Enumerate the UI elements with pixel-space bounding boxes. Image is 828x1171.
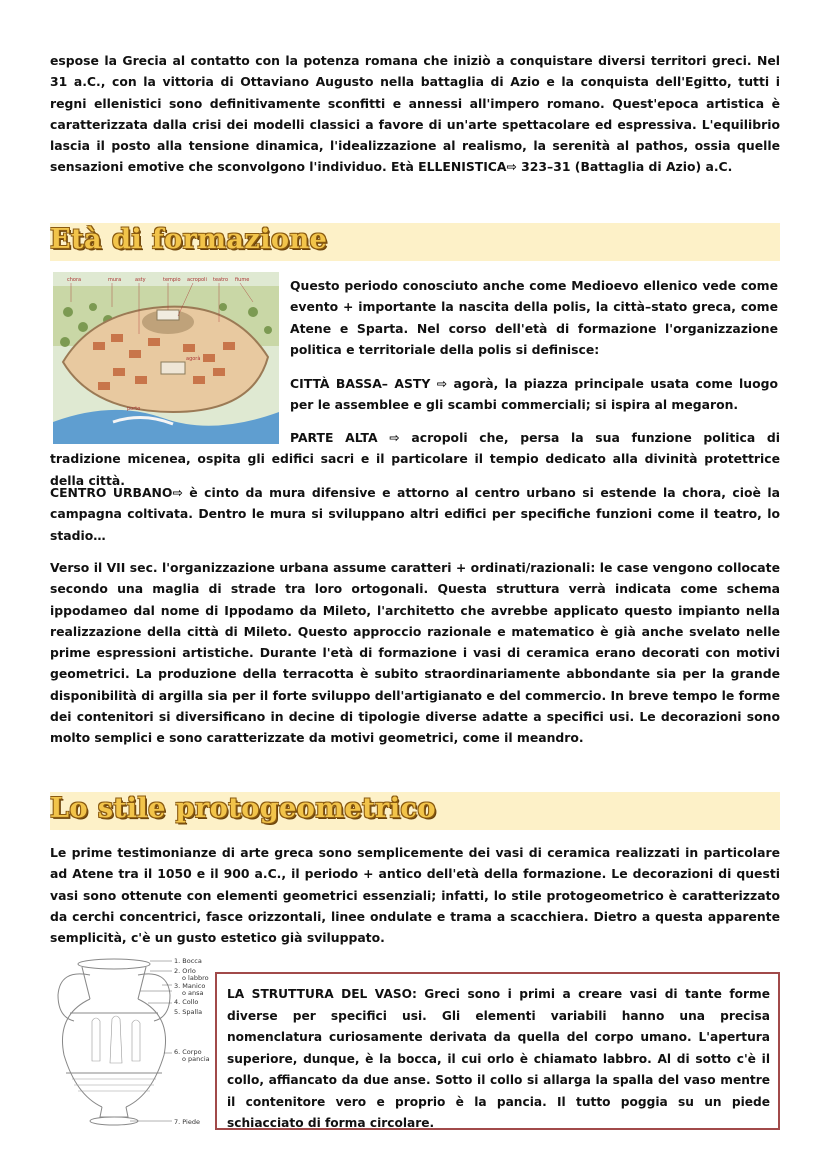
greek-city-illustration [53,272,279,444]
section-heading-band [50,223,780,261]
vase-label-manico: 3. Manico [174,982,206,990]
section-title-protogeometrico: Lo stile protogeometrico [50,793,436,824]
city-label-asty: asty [135,277,146,283]
formazione-paragraph-acropoli: PARTE ALTA ⇨ acropoli che, persa la sua funzione politica di tradizione micenea, ospita gli edifici sacri e il particolare il tempio dedicato alla divinità protettrice della città. [50,430,780,488]
city-label-agora: agorà [186,356,201,362]
vase-label-pancia: o pancia [182,1055,210,1063]
formazione-paragraph-ippodameo: Verso il VII sec. l'organizzazione urbana assume caratteri + ordinati/razionali: le case vengono collocate secondo una maglia di strade tra loro ortogonali. Questa struttura verrà indicata come schema ippodameo dal nome di Ippodamo da Mileto, l'architetto che avrebbe applicato questo impianto nella realizzazione della città di Mileto. Questo approccio razionale e matematico è già anche svelato nelle prime espressioni artistiche. Durante l'età di formazione i vasi di ceramica erano decorati con motivi geometrici. La produzione della terracotta è subito straordinariamente abbondante sia per la grande disponibilità di argilla sia per il forte sviluppo dell'artigianato e del commercio. In breve tempo le forme dei contenitori si diversificano in decine di tipologie diverse adatte a specifici usi. Le decorazioni sono molto semplici e sono caratterizzate da motivi geometrici, come il meandro. [50,560,780,746]
formazione-paragraph-1: Questo periodo conosciuto anche come Medioevo ellenico vede come evento + importante la nascita della polis, la città–stato greca, come Atene e Sparta. Nel corso dell'età di formazione l'organizzazione politica e territoriale della polis si definisce: [290,278,778,357]
vase-structure-box [215,972,780,1130]
city-label-fiume: fiume [235,277,250,283]
vase-label-piede: 7. Piede [174,1118,200,1126]
vase-structure-text: LA STRUTTURA DEL VASO: Greci sono i primi a creare vasi di tante forme diverse per specifici usi. Gli elementi variabili hanno una precisa nomenclatura curiosamente derivata da quella del corpo umano. L'apertura superiore, dunque, è la bocca, il cui orlo è chiamato labbro. Al di sotto c'è il collo, affiancato da due anse. Sotto il collo si allarga la spalla del vaso mentre il contenitore vero e proprio è la pancia. Il tutto poggia su un piede schiacciato di forma circolare. [227,987,770,1130]
intro-paragraph: espose la Grecia al contatto con la potenza romana che iniziò a conquistare diversi territori greci. Nel 31 a.C., con la vittoria di Ottaviano Augusto nella battaglia di Azio e la conquista dell'Egitto, tutti i regni ellenistici sono definitivamente sconfitti e annessi all'impero romano. Quest'epoca artistica è caratterizzata dalla crisi dei modelli classici a favore di un'arte spettacolare ed espressiva. L'equilibrio lascia il posto alla tensione dinamica, l'idealizzazione al realismo, la serenità al pathos, ossia quelle sensazioni emotive che sconvolgono l'individuo. Età ELLENISTICA⇨ 323–31 (Battaglia di Azio) a.C. [50,53,780,175]
city-label-tempio: tempio [163,277,181,283]
vase-label-collo: 4. Collo [174,998,199,1006]
city-label-chora: chora [67,277,82,283]
formazione-paragraph-asty: CITTÀ BASSA– ASTY ⇨ agorà, la piazza principale usata come luogo per le assemblee e gli scambi commerciali; si ispira al megaron. [290,376,778,413]
section-title-formazione: Età di formazione [50,224,328,255]
protogeometrico-paragraph: Le prime testimonianze di arte greca sono semplicemente dei vasi di ceramica realizzati in particolare ad Atene tra il 1050 e il 900 a.C., il periodo + antico dell'età della formazione. Le decorazioni di questi vasi sono ottenute con elementi geometrici essenziali; infatti, lo stile protogeometrico è caratterizzato da cerchi concentrici, fasce orizzontali, linee ondulate e trama a scacchiera. Dietro a questa apparente semplicità, c'è un gusto estetico già sviluppato. [50,845,780,946]
vase-label-corpo: 6. Corpo [174,1048,202,1056]
section-heading-band [50,792,780,830]
city-label-acropoli: acropoli [187,277,207,283]
city-label-porto: porto [127,406,141,412]
formazione-paragraph-centro-urbano: CENTRO URBANO⇨ è cinto da mura difensive e attorno al centro urbano si estende la chora, cioè la campagna coltivata. Dentro le mura si sviluppano altri edifici per specifiche funzioni come il teatro, lo stadio… [50,485,780,543]
vase-label-bocca: 1. Bocca [174,957,202,965]
vase-label-labbro: o labbro [182,974,209,982]
vase-label-spalla: 5. Spalla [174,1008,203,1016]
vase-label-ansa: o ansa [182,989,204,997]
city-label-mura: mura [108,277,122,283]
vase-label-orlo: 2. Orlo [174,967,196,975]
city-label-teatro: teatro [213,277,229,283]
